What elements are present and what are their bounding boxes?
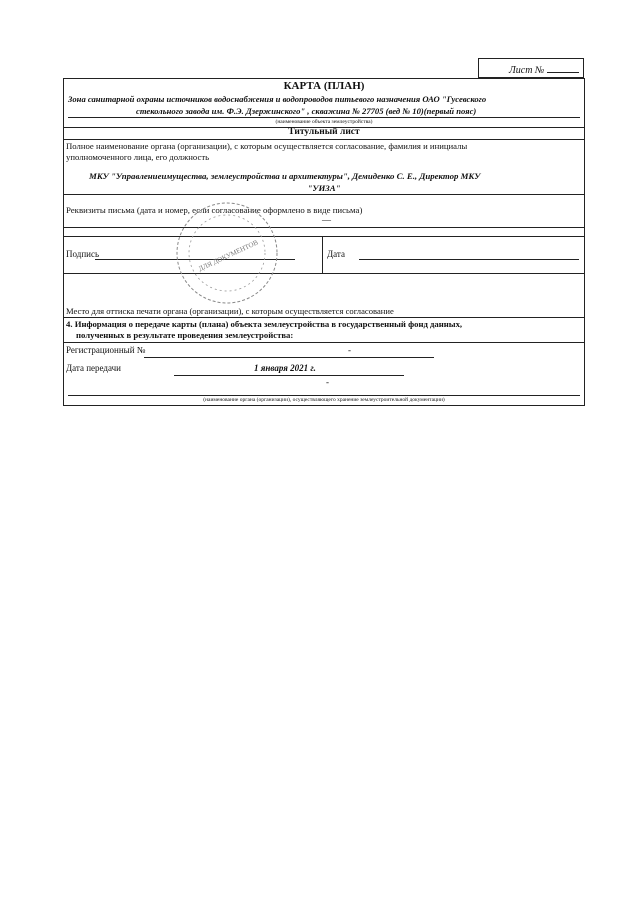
transfer-extra-value: - bbox=[326, 377, 329, 387]
signature-date-separator bbox=[322, 236, 323, 273]
registration-value: - bbox=[348, 345, 351, 355]
round-seal-stamp bbox=[172, 198, 282, 308]
letter-label: Реквизиты письма (дата и номер, если согласование оформлено в виде письма) bbox=[66, 205, 363, 215]
org-value-underline bbox=[64, 194, 584, 195]
title-sheet-heading: Титульный лист bbox=[288, 127, 360, 137]
divider bbox=[64, 317, 584, 318]
sheet-number-box bbox=[478, 58, 584, 78]
sheet-number-label: Лист № bbox=[509, 65, 545, 76]
letter-underline bbox=[64, 227, 584, 228]
letter-value: — bbox=[322, 215, 331, 225]
transfer-date-underline bbox=[174, 375, 404, 376]
org-label-line-2: уполномоченного лица, его должность bbox=[66, 152, 210, 162]
subject-line-2: стекольного завода им. Ф.Э. Дзержинского" , скважина № 27705 (вед № 10)(первый пояс) bbox=[136, 106, 477, 116]
org-label-line-1: Полное наименование органа (организации), с которым осуществляется согласование, фамилия и инициалы bbox=[66, 141, 468, 151]
divider bbox=[64, 139, 584, 140]
info-heading-line-2: полученных в результате проведения землеустройства: bbox=[76, 330, 294, 340]
signature-label: Подпись bbox=[66, 249, 100, 259]
registration-underline bbox=[144, 357, 434, 358]
seal-caption: Место для оттиска печати органа (организации), с которым осуществляется согласование bbox=[66, 306, 394, 316]
divider bbox=[64, 236, 584, 237]
org-value-line-1: МКУ "Управлениеимущества, землеустройства и архитектуры", Демиденко С. Е., Директор МКУ bbox=[89, 171, 481, 181]
signature-date-label: Дата bbox=[327, 249, 345, 259]
stamp-text: ДЛЯ ДОКУМЕНТОВ bbox=[197, 238, 260, 274]
transfer-date-label: Дата передачи bbox=[66, 363, 121, 373]
divider bbox=[64, 273, 584, 274]
card-title: КАРТА (ПЛАН) bbox=[283, 80, 365, 92]
subject-caption: (наименование объекта землеустройства) bbox=[275, 119, 373, 125]
org-value-line-2: "УИЗА" bbox=[307, 183, 341, 193]
storage-org-caption: (наименование органа (организации), осуществляющего хранение землеустроительной документации) bbox=[203, 397, 445, 403]
signature-date-line bbox=[359, 259, 579, 260]
info-heading-line-1: 4. Информация о передаче карты (плана) объекта землеустройства в государственный фонд данных, bbox=[66, 319, 463, 329]
registration-label: Регистрационный № bbox=[66, 345, 146, 355]
transfer-date-value: 1 января 2021 г. bbox=[254, 363, 316, 373]
map-card-form bbox=[63, 78, 585, 406]
subject-line-1: Зона санитарной охраны источников водоснабжения и водопроводов питьевого назначения ОАО "Гусевского bbox=[68, 94, 487, 104]
divider bbox=[64, 342, 584, 343]
sheet-number-blank bbox=[547, 63, 579, 73]
